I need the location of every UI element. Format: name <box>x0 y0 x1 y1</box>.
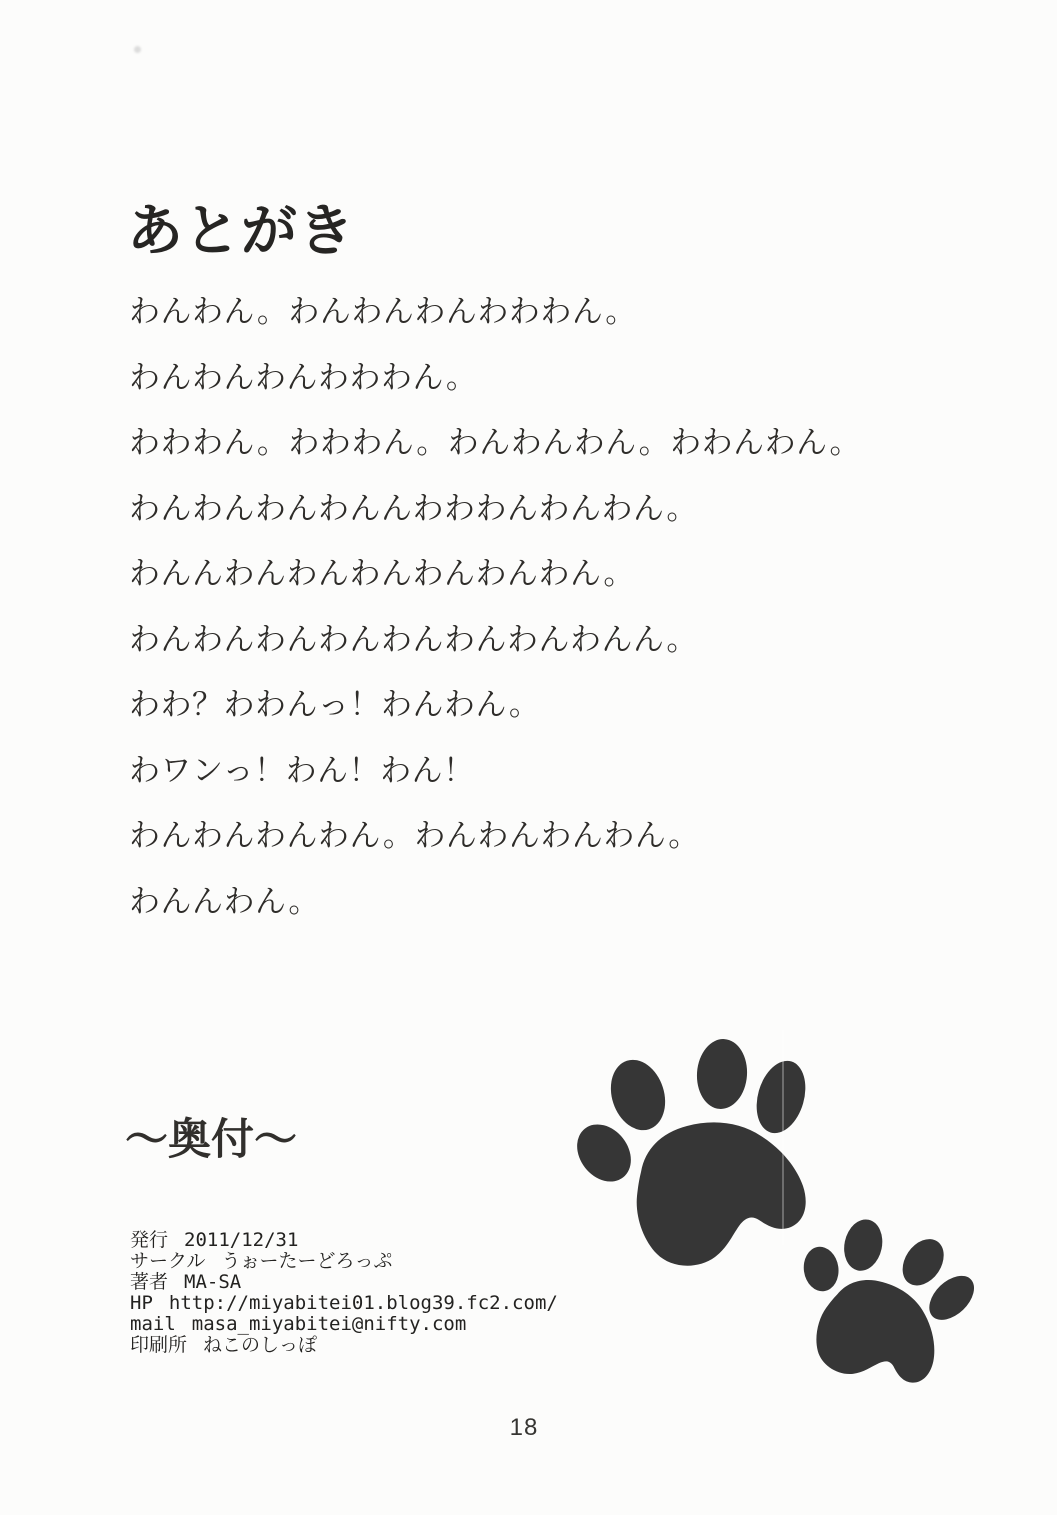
colophon-row-author <box>130 1272 558 1293</box>
page-title: あとがき <box>127 200 355 263</box>
afterword-line: わんわんわんわん。わんわんわんわん。 <box>129 818 700 853</box>
colophon-value-url: http://miyabitei01.blog39.fc2.com/ <box>168 1291 558 1314</box>
colophon-value-email: masa_miyabitei@nifty.com <box>191 1312 467 1335</box>
scan-speck <box>134 46 141 53</box>
colophon-row-mail <box>130 1314 558 1335</box>
colophon-label: 印刷所 <box>130 1333 188 1356</box>
colophon-label: 発行 <box>130 1229 169 1251</box>
page-number: 18 <box>509 1414 539 1441</box>
colophon-label: 著者 <box>130 1270 169 1293</box>
paw-print-small <box>757 1183 993 1414</box>
afterword-line: わんんわんわんわんわんわんわん。 <box>129 556 635 591</box>
afterword-line: わわ？わわんっ！わんわん。 <box>129 687 541 722</box>
colophon-value: MA-SA <box>184 1270 242 1293</box>
colophon-value: うぉーたーどろっぷ <box>221 1249 393 1272</box>
colophon-row-circle <box>130 1251 558 1272</box>
colophon-block <box>130 1230 558 1355</box>
afterword-line: わわわん。わわわん。わんわんわん。わわんわん。 <box>129 425 861 460</box>
afterword-line: わんわんわんわんんわわわんわんわん。 <box>129 490 698 526</box>
afterword-line: わワンっ！わん！わん！ <box>129 752 475 788</box>
colophon-label: HP <box>130 1291 153 1314</box>
paw-print-large <box>566 1037 813 1265</box>
colophon-row-publish-date <box>130 1230 558 1251</box>
afterword-line: わんわん。わんわんわんわわわん。 <box>129 294 637 329</box>
afterword-line: わんわんわんわんわんわんわんわんん。 <box>129 621 698 657</box>
afterword-body <box>129 279 949 934</box>
afterword-line: わんわんわんわわわん。 <box>129 359 478 395</box>
colophon-value: 2011/12/31 <box>184 1229 299 1251</box>
scan-artifact-stripe <box>782 1030 784 1245</box>
colophon-heading: 〜奥付〜 <box>125 1116 297 1164</box>
colophon-label: サークル <box>130 1249 206 1272</box>
afterword-line: わんんわん。 <box>129 883 320 919</box>
colophon-value: ねこのしっぽ <box>203 1333 318 1356</box>
colophon-row-homepage <box>130 1293 558 1314</box>
colophon-row-printer <box>130 1335 558 1356</box>
colophon-label: mail <box>130 1312 176 1335</box>
